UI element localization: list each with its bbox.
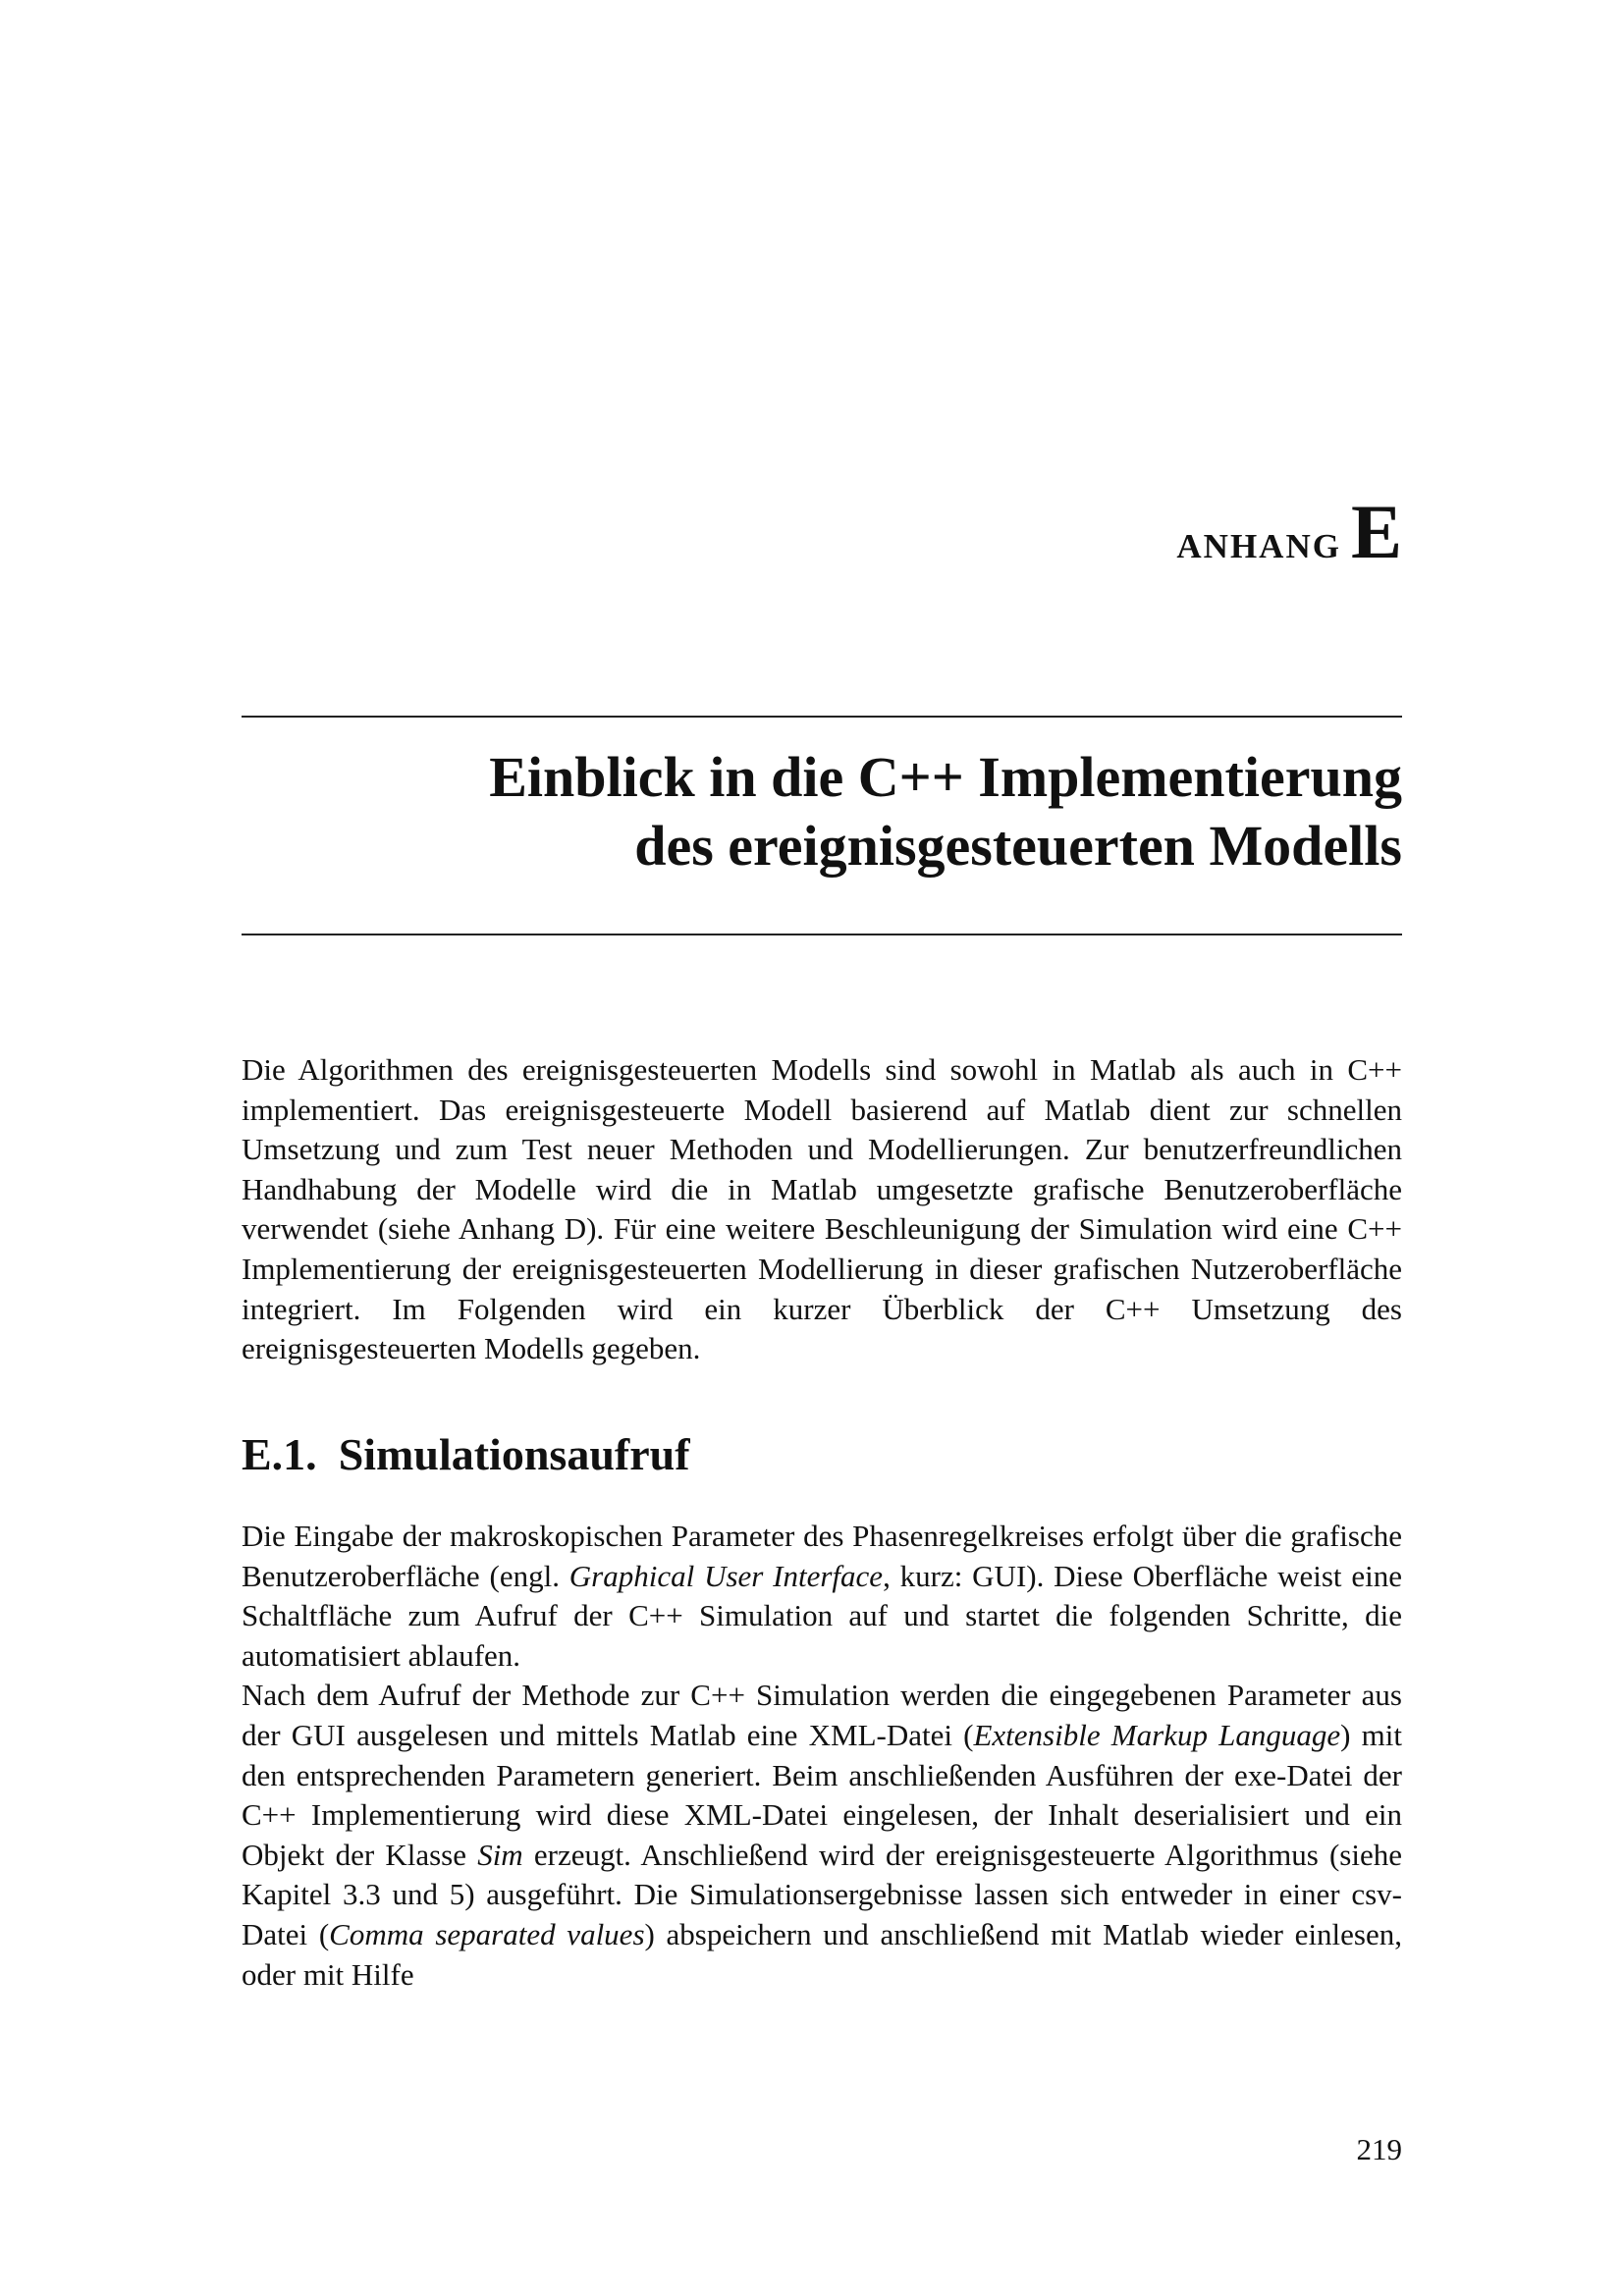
p2-emphasis-2: Sim xyxy=(477,1837,523,1872)
page-number: 219 xyxy=(1356,2132,1402,2166)
section-number: E.1. xyxy=(242,1429,317,1479)
section-paragraph-2 xyxy=(242,1676,1402,1995)
intro-paragraph: Die Algorithmen des ereignisgesteuerten Modells sind sowohl in Matlab als auch in C++ implementiert. Das ereignisgesteuerte Modell basierend auf Matlab dient zur schnellen Umsetzung und zum Test neuer Methoden und Modellierungen. Zur benutzerfreundlichen Handhabung der Modelle wird die in Matlab umgesetzte grafische Benutzeroberfläche verwendet (siehe Anhang D). Für eine weitere Beschleunigung der Simulation wird eine C++ Implementierung der ereignisgesteuerten Modellierung in dieser grafischen Nutzeroberfläche integriert. Im Folgenden wird ein kurzer Überblick der C++ Umsetzung des ereignisgesteuerten Modells gegeben. xyxy=(242,1052,1402,1366)
p1-text-a: Die Eingabe der makroskopischen Parameter des Phasenregelkreises erfolgt über die grafische Benutzeroberfläche (engl. xyxy=(242,1519,1402,1593)
chapter-label xyxy=(1176,488,1402,576)
p1-emphasis: Graphical User Interface xyxy=(568,1558,884,1593)
chapter-title-line2: des ereignisgesteuerten Modells xyxy=(634,814,1402,878)
title-rule-top xyxy=(242,716,1402,718)
section-title: Simulationsaufruf xyxy=(338,1429,690,1479)
section-body xyxy=(242,1517,1402,1995)
chapter-title-line1: Einblick in die C++ Implementierung xyxy=(489,745,1402,809)
title-rule-bottom xyxy=(242,934,1402,935)
p2-text-c: erzeugt. Anschließend wird der ereignisgesteuerte Algorithmus (siehe Kapitel 3.3 und 5) ausgeführt. Die Simulationsergebnisse lassen sich entweder in einer csv-Datei ( xyxy=(242,1837,1402,1951)
p2-text-a: Nach dem Aufruf der Methode zur C++ Simulation werden die eingegebenen Parameter aus der GUI ausgelesen und mittels Matlab eine XML-Datei ( xyxy=(242,1678,1402,1752)
p2-text-d: ) abspeichern und anschließend mit Matlab wieder einlesen, oder mit Hilfe xyxy=(242,1916,1402,1992)
chapter-letter: E xyxy=(1350,489,1402,574)
chapter-word: anhang xyxy=(1176,513,1341,568)
p2-emphasis-3: Comma separated values xyxy=(329,1916,645,1951)
chapter-title xyxy=(242,743,1402,881)
p1-text-b: , kurz: GUI). Diese Oberfläche weist eine Schaltfläche zum Aufruf der C++ Simulation auf und startet die folgenden Schritte, die automatisiert ablaufen. xyxy=(242,1558,1402,1673)
p2-text-b: ) mit den entsprechenden Parametern generiert. Beim anschließenden Ausführen der exe-Datei der C++ Implementierung wird diese XML-Datei eingelesen, der Inhalt deserialisiert und ein Objekt der Klasse xyxy=(242,1717,1402,1872)
section-paragraph-1 xyxy=(242,1517,1402,1676)
p2-emphasis-1: Extensible Markup Language xyxy=(973,1717,1341,1752)
section-heading xyxy=(242,1428,690,1480)
